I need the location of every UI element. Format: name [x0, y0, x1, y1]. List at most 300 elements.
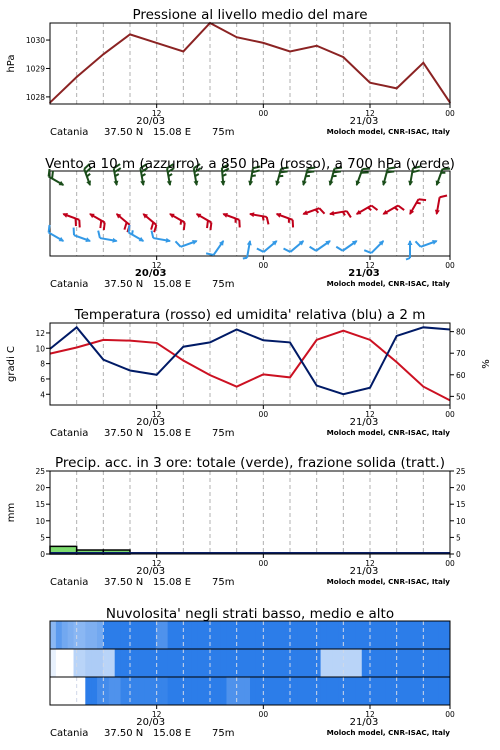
cloud-cell [91, 621, 97, 649]
longitude: 15.08 E [153, 428, 192, 439]
cloud-cell [279, 621, 285, 649]
cloud-cell [291, 677, 297, 705]
cloud-cell [274, 677, 280, 705]
latitude: 37.50 N [104, 279, 144, 290]
wind-barb [310, 235, 333, 255]
y2-tick-label: 20 [456, 483, 466, 493]
cloud-cell [379, 649, 385, 677]
pressure-panel [6, 7, 455, 138]
cloud-cell [362, 649, 368, 677]
model-credit: Moloch model, CNR-ISAC, Italy [326, 279, 450, 288]
cloud-cell [426, 621, 432, 649]
cloud-cell [203, 649, 209, 677]
cloud-cell [221, 677, 227, 705]
cloud-cell [309, 621, 315, 649]
cloud-cell [374, 649, 380, 677]
cloud-cell [215, 649, 221, 677]
wind-barb [192, 211, 215, 230]
location-name: Catania [50, 127, 89, 138]
wind-barb [125, 225, 148, 244]
cloud-cell [97, 677, 103, 705]
pressure-point [289, 51, 291, 53]
latitude: 37.50 N [104, 127, 144, 138]
cloud-cell [356, 677, 362, 705]
elevation: 75m [212, 428, 235, 439]
cloud-cell [321, 649, 327, 677]
cloud-cell [68, 677, 74, 705]
y2-tick-label: 70 [456, 349, 466, 359]
cloud-cell [244, 677, 250, 705]
cloud-cell [62, 621, 68, 649]
cloud-cell [379, 677, 385, 705]
cloud-cell [415, 621, 421, 649]
cloud-cell [350, 677, 356, 705]
location-name: Catania [50, 279, 89, 290]
y-tick-label: 10 [35, 516, 45, 526]
clouds-title: Nuvolosita' negli strati basso, medio e alto [105, 606, 395, 622]
cloud-cell [62, 649, 68, 677]
y-axis-label: hPa [6, 54, 17, 73]
cloud-cell [344, 649, 350, 677]
cloud-cell [250, 677, 256, 705]
cloud-cell [344, 621, 350, 649]
x-tick-label: 12 [365, 410, 375, 419]
cloud-cell [203, 677, 209, 705]
y-axis-label: gradi C [6, 346, 17, 382]
clouds-panel [50, 606, 455, 739]
date-label: 21/03 [349, 116, 379, 127]
latitude: 37.50 N [104, 728, 144, 739]
cloud-cell [168, 677, 174, 705]
cloud-cell [432, 649, 438, 677]
cloud-cell [109, 649, 115, 677]
elevation: 75m [212, 279, 235, 290]
cloud-cell [121, 621, 127, 649]
date-label: 20/03 [136, 116, 166, 127]
cloud-cell [50, 677, 56, 705]
location-name: Catania [50, 577, 89, 588]
cloud-cell [138, 621, 144, 649]
temperature-line [50, 331, 450, 401]
wind-barb [220, 211, 243, 227]
cloud-cell [232, 677, 238, 705]
y-tick-label: 5 [40, 533, 45, 543]
x-tick-label: 12 [151, 261, 162, 270]
cloud-cell [309, 677, 315, 705]
wind-barb [336, 235, 359, 255]
cloud-cell [350, 621, 356, 649]
cloud-cell [426, 677, 432, 705]
y-tick-label: 4 [40, 390, 45, 400]
cloud-cell [185, 649, 191, 677]
cloud-cell [315, 677, 321, 705]
y2-tick-label: 15 [456, 500, 466, 510]
latitude: 37.50 N [104, 428, 144, 439]
cloud-cell [397, 677, 403, 705]
cloud-cell [56, 677, 62, 705]
cloud-cell [291, 621, 297, 649]
wind-barb [175, 234, 198, 250]
y2-tick-label: 0 [456, 550, 461, 559]
cloud-cell [321, 677, 327, 705]
pressure-point [396, 88, 398, 90]
cloud-cell [397, 649, 403, 677]
cloud-cell [179, 677, 185, 705]
x-tick-label: 00 [258, 261, 269, 270]
cloud-cell [85, 677, 91, 705]
cloud-cell [109, 677, 115, 705]
cloud-cell [244, 649, 250, 677]
location-name: Catania [50, 728, 89, 739]
date-label: 20/03 [136, 566, 166, 577]
cloud-cell [162, 621, 168, 649]
pressure-point [423, 62, 425, 64]
wind-barb [206, 236, 226, 259]
cloud-cell [179, 649, 185, 677]
cloud-cell [215, 621, 221, 649]
cloud-cell [97, 621, 103, 649]
y-tick-label: 1029 [25, 64, 45, 74]
cloud-cell [403, 649, 409, 677]
pressure-title: Pressione al livello medio del mare [132, 7, 368, 23]
cloud-cell [409, 677, 415, 705]
cloud-cell [132, 621, 138, 649]
y-tick-label: 10 [35, 344, 45, 354]
wind-barb [60, 211, 83, 227]
cloud-cell [415, 677, 421, 705]
model-credit: Moloch model, CNR-ISAC, Italy [326, 127, 450, 136]
wind-barb [302, 205, 325, 221]
y-tick-label: 0 [40, 550, 45, 559]
cloud-cell [262, 649, 268, 677]
wind-barb [364, 235, 386, 257]
cloud-cell [121, 677, 127, 705]
pressure-point [263, 42, 265, 44]
x-tick-label: 12 [365, 109, 375, 118]
cloud-cell [244, 621, 250, 649]
y2-axis-label: % [481, 359, 492, 369]
cloud-cell [138, 677, 144, 705]
plot-frame [50, 471, 450, 554]
cloud-cell [385, 649, 391, 677]
cloud-cell [368, 621, 374, 649]
cloud-cell [132, 649, 138, 677]
cloud-cell [326, 621, 332, 649]
cloud-cell [297, 649, 303, 677]
cloud-cell [132, 677, 138, 705]
cloud-cell [50, 649, 56, 677]
cloud-cell [174, 621, 180, 649]
cloud-cell [221, 649, 227, 677]
location-name: Catania [50, 428, 89, 439]
cloud-cell [332, 677, 338, 705]
y2-tick-label: 50 [456, 392, 466, 402]
cloud-cell [115, 677, 121, 705]
cloud-cell [79, 649, 85, 677]
date-label: 21/03 [349, 417, 379, 428]
cloud-cell [168, 649, 174, 677]
x-tick-label: 00 [445, 109, 455, 118]
cloud-cell [332, 649, 338, 677]
cloud-cell [262, 677, 268, 705]
cloud-cell [315, 621, 321, 649]
cloud-cell [362, 677, 368, 705]
x-tick-label: 00 [445, 559, 455, 568]
cloud-cell [103, 621, 109, 649]
cloud-cell [191, 649, 197, 677]
longitude: 15.08 E [153, 127, 192, 138]
cloud-cell [285, 649, 291, 677]
cloud-cell [56, 649, 62, 677]
elevation: 75m [212, 728, 235, 739]
cloud-cell [397, 621, 403, 649]
wind-title: Vento a 10 m (azzurro), a 850 hPa (rosso), a 700 hPa (verde) [45, 156, 455, 172]
temp_rh-title: Temperatura (rosso) ed umidita' relativa (blu) a 2 m [74, 307, 426, 323]
cloud-cell [256, 677, 262, 705]
cloud-cell [297, 677, 303, 705]
cloud-cell [432, 677, 438, 705]
cloud-cell [197, 677, 203, 705]
wind-barb [248, 211, 270, 224]
cloud-cell [185, 621, 191, 649]
cloud-cell [174, 649, 180, 677]
cloud-cell [91, 677, 97, 705]
pressure-point [343, 56, 345, 58]
longitude: 15.08 E [153, 279, 192, 290]
pressure-point [369, 82, 371, 84]
cloud-cell [268, 621, 274, 649]
wind-barb [284, 235, 306, 256]
y-tick-label: 12 [35, 328, 45, 338]
cloud-cell [279, 649, 285, 677]
cloud-cell [274, 649, 280, 677]
wind-barb [97, 231, 119, 244]
cloud-cell [250, 649, 256, 677]
precip-panel [6, 455, 466, 588]
cloud-cell [279, 677, 285, 705]
cloud-cell [291, 649, 297, 677]
cloud-cell [432, 621, 438, 649]
cloud-cell [179, 621, 185, 649]
pressure-point [156, 42, 158, 44]
cloud-cell [226, 621, 232, 649]
x-tick-label: 12 [151, 559, 162, 568]
cloud-cell [97, 649, 103, 677]
x-tick-label: 12 [365, 710, 375, 719]
cloud-cell [344, 677, 350, 705]
cloud-cell [332, 621, 338, 649]
cloud-cell [197, 621, 203, 649]
cloud-cell [79, 621, 85, 649]
y-tick-label: 25 [35, 467, 45, 476]
x-tick-label: 00 [258, 109, 269, 118]
cloud-cell [232, 621, 238, 649]
date-label: 20/03 [136, 417, 166, 428]
humidity-line [50, 327, 450, 394]
x-tick-label: 00 [445, 261, 455, 270]
cloud-cell [274, 621, 280, 649]
cloud-cell [238, 621, 244, 649]
wind-panel [45, 156, 455, 290]
wind-barb [150, 231, 172, 244]
cloud-cell [326, 677, 332, 705]
cloud-cell [121, 649, 127, 677]
plot-frame [50, 23, 450, 104]
pressure-line [50, 23, 450, 103]
cloud-cell [303, 649, 309, 677]
cloud-cell [85, 621, 91, 649]
cloud-cell [297, 621, 303, 649]
cloud-cell [438, 677, 444, 705]
cloud-cell [103, 677, 109, 705]
cloud-cell [115, 649, 121, 677]
cloud-cell [303, 621, 309, 649]
wind-barb [166, 211, 189, 230]
cloud-cell [62, 677, 68, 705]
cloud-cell [197, 649, 203, 677]
cloud-cell [438, 621, 444, 649]
cloud-cell [403, 677, 409, 705]
cloud-cell [362, 621, 368, 649]
cloud-cell [174, 677, 180, 705]
cloud-cell [415, 649, 421, 677]
cloud-cell [144, 621, 150, 649]
x-tick-label: 00 [258, 559, 269, 568]
date-label: 21/03 [349, 717, 379, 728]
wind-barb [243, 239, 253, 259]
date-label: 20/03 [136, 717, 166, 728]
x-tick-label: 12 [151, 710, 162, 719]
cloud-cell [268, 677, 274, 705]
cloud-cell [238, 677, 244, 705]
model-credit: Moloch model, CNR-ISAC, Italy [326, 728, 450, 737]
cloud-cell [285, 677, 291, 705]
cloud-cell [403, 621, 409, 649]
wind-barb [355, 202, 378, 221]
latitude: 37.50 N [104, 577, 144, 588]
cloud-cell [368, 649, 374, 677]
cloud-cell [326, 649, 332, 677]
cloud-cell [385, 677, 391, 705]
cloud-cell [103, 649, 109, 677]
cloud-cell [226, 677, 232, 705]
pressure-point [103, 53, 105, 55]
longitude: 15.08 E [153, 577, 192, 588]
cloud-cell [385, 621, 391, 649]
cloud-cell [56, 621, 62, 649]
x-tick-label: 12 [365, 559, 375, 568]
wind-barb [434, 194, 447, 216]
cloud-cell [438, 649, 444, 677]
cloud-cell [191, 621, 197, 649]
cloud-cell [79, 677, 85, 705]
cloud-cell [356, 649, 362, 677]
cloud-cell [185, 677, 191, 705]
x-tick-label: 00 [445, 410, 455, 419]
cloud-cell [256, 649, 262, 677]
wind-barb [45, 225, 68, 244]
cloud-cell [238, 649, 244, 677]
cloud-cell [426, 649, 432, 677]
cloud-cell [68, 649, 74, 677]
y-tick-label: 20 [35, 483, 45, 493]
wind-barb [86, 211, 109, 230]
cloud-cell [315, 649, 321, 677]
y-tick-label: 8 [40, 359, 45, 369]
cloud-cell [303, 677, 309, 705]
cloud-cell [109, 621, 115, 649]
cloud-cell [221, 621, 227, 649]
date-label: 20/03 [134, 268, 167, 279]
x-tick-label: 00 [258, 410, 269, 419]
cloud-cell [162, 677, 168, 705]
precip-title: Precip. acc. in 3 ore: totale (verde), frazione solida (tratt.) [55, 455, 445, 471]
cloud-cell [356, 621, 362, 649]
cloud-cell [321, 621, 327, 649]
y-tick-label: 15 [35, 500, 45, 510]
y-tick-label: 6 [40, 374, 45, 384]
cloud-cell [138, 649, 144, 677]
cloud-cell [215, 677, 221, 705]
wind-barb [415, 234, 438, 250]
cloud-cell [68, 621, 74, 649]
cloud-cell [368, 677, 374, 705]
x-tick-label: 12 [365, 261, 375, 270]
cloud-cell [226, 649, 232, 677]
cloud-cell [268, 649, 274, 677]
elevation: 75m [212, 577, 235, 588]
cloud-cell [409, 621, 415, 649]
cloud-cell [191, 677, 197, 705]
y2-tick-label: 25 [456, 467, 466, 476]
y2-tick-label: 80 [456, 327, 466, 337]
x-tick-label: 00 [258, 710, 269, 719]
pressure-point [236, 36, 238, 38]
y2-tick-label: 5 [456, 533, 461, 543]
cloud-cell [285, 621, 291, 649]
cloud-cell [374, 677, 380, 705]
date-label: 21/03 [348, 268, 380, 279]
cloud-cell [144, 649, 150, 677]
cloud-cell [309, 649, 315, 677]
cloud-cell [350, 649, 356, 677]
cloud-cell [374, 621, 380, 649]
model-credit: Moloch model, CNR-ISAC, Italy [326, 577, 450, 586]
pressure-point [183, 51, 185, 53]
cloud-cell [168, 621, 174, 649]
pressure-point [316, 45, 318, 47]
x-tick-label: 12 [151, 410, 162, 419]
cloud-cell [256, 621, 262, 649]
cloud-cell [203, 621, 209, 649]
date-label: 21/03 [349, 566, 379, 577]
cloud-cell [162, 649, 168, 677]
cloud-cell [150, 621, 156, 649]
cloud-cell [232, 649, 238, 677]
cloud-cell [144, 677, 150, 705]
cloud-cell [85, 649, 91, 677]
cloud-cell [409, 649, 415, 677]
wind-barb [329, 208, 351, 221]
cloud-cell [115, 621, 121, 649]
pressure-point [129, 34, 131, 36]
wind-barb [406, 240, 413, 260]
y2-tick-label: 10 [456, 516, 466, 526]
cloud-cell [262, 621, 268, 649]
y-tick-label: 1030 [25, 36, 45, 46]
cloud-cell [91, 649, 97, 677]
elevation: 75m [212, 127, 235, 138]
